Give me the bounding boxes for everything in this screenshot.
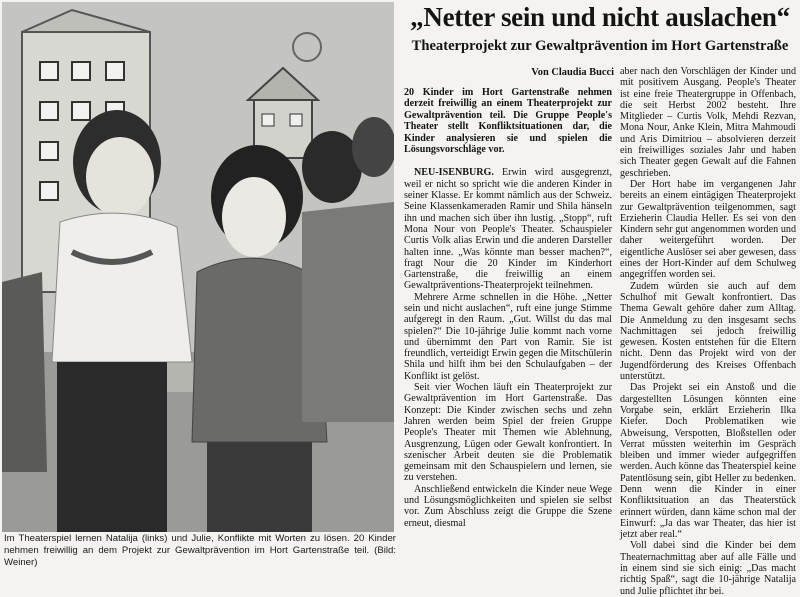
article-column-2 bbox=[620, 66, 796, 597]
article-column-1 bbox=[404, 87, 612, 529]
article-paragraph: aber nach den Vorschlägen der Kinder und mit positivem Ausgang. People's Theater ist eine freie Theatergruppe in Offenbach, die seit Herbst 2002 besteht. Ihre Mitglieder – Curtis Volk, Mehdi Rezvan, Mona Nour, Anke Klein, Mitra Mahmoudi und Aris Dimitriou – absolvieren derzeit ein freiwilliges soziales Jahr und haben sich Theater gegen Gewalt auf die Fahnen geschrieben. bbox=[620, 66, 796, 179]
photo-caption: Im Theaterspiel lernen Natalija (links) und Julie, Konflikte mit Worten zu lösen. 20 Kinder nehmen freiwillig an dem Projekt zur Gewaltprävention im Hort Gartenstraße teil. (Bild: Weiner) bbox=[4, 533, 396, 568]
article-paragraph: Das Projekt sei ein Anstoß und die dargestellten Lösungen könnten eine Vorgabe sein, erklärt Erzieherin Ilka Kiefer. Doch Problematiken wie Abweisung, Verspotten, Bloßstellen oder Verrat müssten weiterhin im Gespräch bleiben und immer wieder aufgegriffen werden. Auch könne das Theaterspiel keine Patentlösung sein, gibt Heller zu bedenken. Denn wenn die Kinder in einer Konfliktsituation an das Theaterstück erinnert würden, dann käme schon mal der Einwurf: „Ja das war Theater, das hier ist jetzt aber real.“ bbox=[620, 382, 796, 541]
photo-illustration bbox=[2, 2, 394, 532]
article-byline: Von Claudia Bucci bbox=[531, 67, 614, 78]
article-paragraph: Der Hort habe im vergangenen Jahr bereits an einem eintägigen Theaterprojekt zur Gewaltprävention teilgenommen, sagt Erzieherin Claudia Heller. Es sei von den Kindern sehr gut angenommen worden und daher weitergeführt worden. Der eigentliche Auslöser sei aber gewesen, dass eines der Hort-Kinder auf dem Schulweg angegriffen worden sei. bbox=[620, 178, 796, 281]
article-dateline: NEU-ISENBURG. bbox=[414, 167, 494, 179]
article-headline: „Netter sein und nicht auslachen“ bbox=[410, 2, 790, 32]
article-photo bbox=[2, 2, 394, 532]
article-subheadline: Theaterprojekt zur Gewaltprävention im Hort Gartenstraße bbox=[411, 38, 789, 54]
article-paragraph: Zudem würden sie auch auf dem Schulhof mit Gewalt konfrontiert. Das Thema Gewalt gehöre daher zum Alltag. Die Anmeldung zu den insgesamt sechs Nachmittagen sei jedoch freiwillig gewesen. Kosten entstehen für die Eltern nicht. Denn das Projekt wird von der Jugendförderung des Kreises Offenbach unterstützt. bbox=[620, 280, 796, 383]
article-paragraph: Voll dabei sind die Kinder bei dem Theaternachmittag aber auf alle Fälle und in einem sind sie sich einig: „Das macht richtig Spaß“, sagt die 10-jährige Natalija und Julie pflichtet ihr bei. bbox=[620, 540, 796, 597]
article-paragraph bbox=[404, 167, 612, 291]
article-lead: 20 Kinder im Hort Gartenstraße nehmen derzeit freiwillig an einem Theaterprojekt zur Gewaltprävention teil. Die Gruppe People's Theater stellt Konfliktsituationen dar, die Kinder analysieren sie und spielen die Lösungsvorschläge vor. bbox=[404, 87, 612, 156]
article-paragraph: Anschließend entwickeln die Kinder neue Wege und Lösungsmöglichkeiten und spielen sie selbst vor. Zum Abschluss zeigt die Gruppe die Szene erneut, diesmal bbox=[404, 483, 612, 529]
article-paragraph: Mehrere Arme schnellen in die Höhe. „Netter sein und nicht auslachen“, ruft eine junge Stimme aufgeregt in den Raum. „Gut. Willst du das mal spielen?“ Die 10-jährige Julie kommt nach vorne und übernimmt den Part von Ramir. Sie ist freundlich, verteidigt Erwin gegen die Mitschülerin Shila und hilft ihm bei den Schulaufgaben – der Konflikt ist gelöst. bbox=[404, 291, 612, 382]
article-paragraph-text: Erwin wird ausgegrenzt, weil er nicht so spricht wie die anderen Kinder in seiner Klasse. Er kommt nämlich aus der Schweiz. Seine Klassenkameraden Ramir und Shila hänseln ihn und machen sich über ihn lustig. „Stopp“, ruft Mona Nour von People's Theater. Schauspieler Curtis Volk alias Erwin und die anderen Darsteller halten inne. „Was könnte man besser machen?“, fragt Nour die 20 Kinder im Kinderhort Gartenstraße, die freiwillig an einem Gewaltpräventions-Theaterprojekt teilnehmen. bbox=[404, 167, 612, 292]
article-paragraph: Seit vier Wochen läuft ein Theaterprojekt zur Gewaltprävention im Hort Gartenstraße. Das Konzept: Die Kinder zwischen sechs und zehn Jahren werden beim Spiel der freien Gruppe People's Theater mit Themen wie Ablehnung, Ausgrenzung, Lügen oder Gewalt konfrontiert. In szenischer Arbeit deuten sie die Problematik gemeinsam mit den Schauspielern und lernen, sie zu verstehen. bbox=[404, 382, 612, 484]
